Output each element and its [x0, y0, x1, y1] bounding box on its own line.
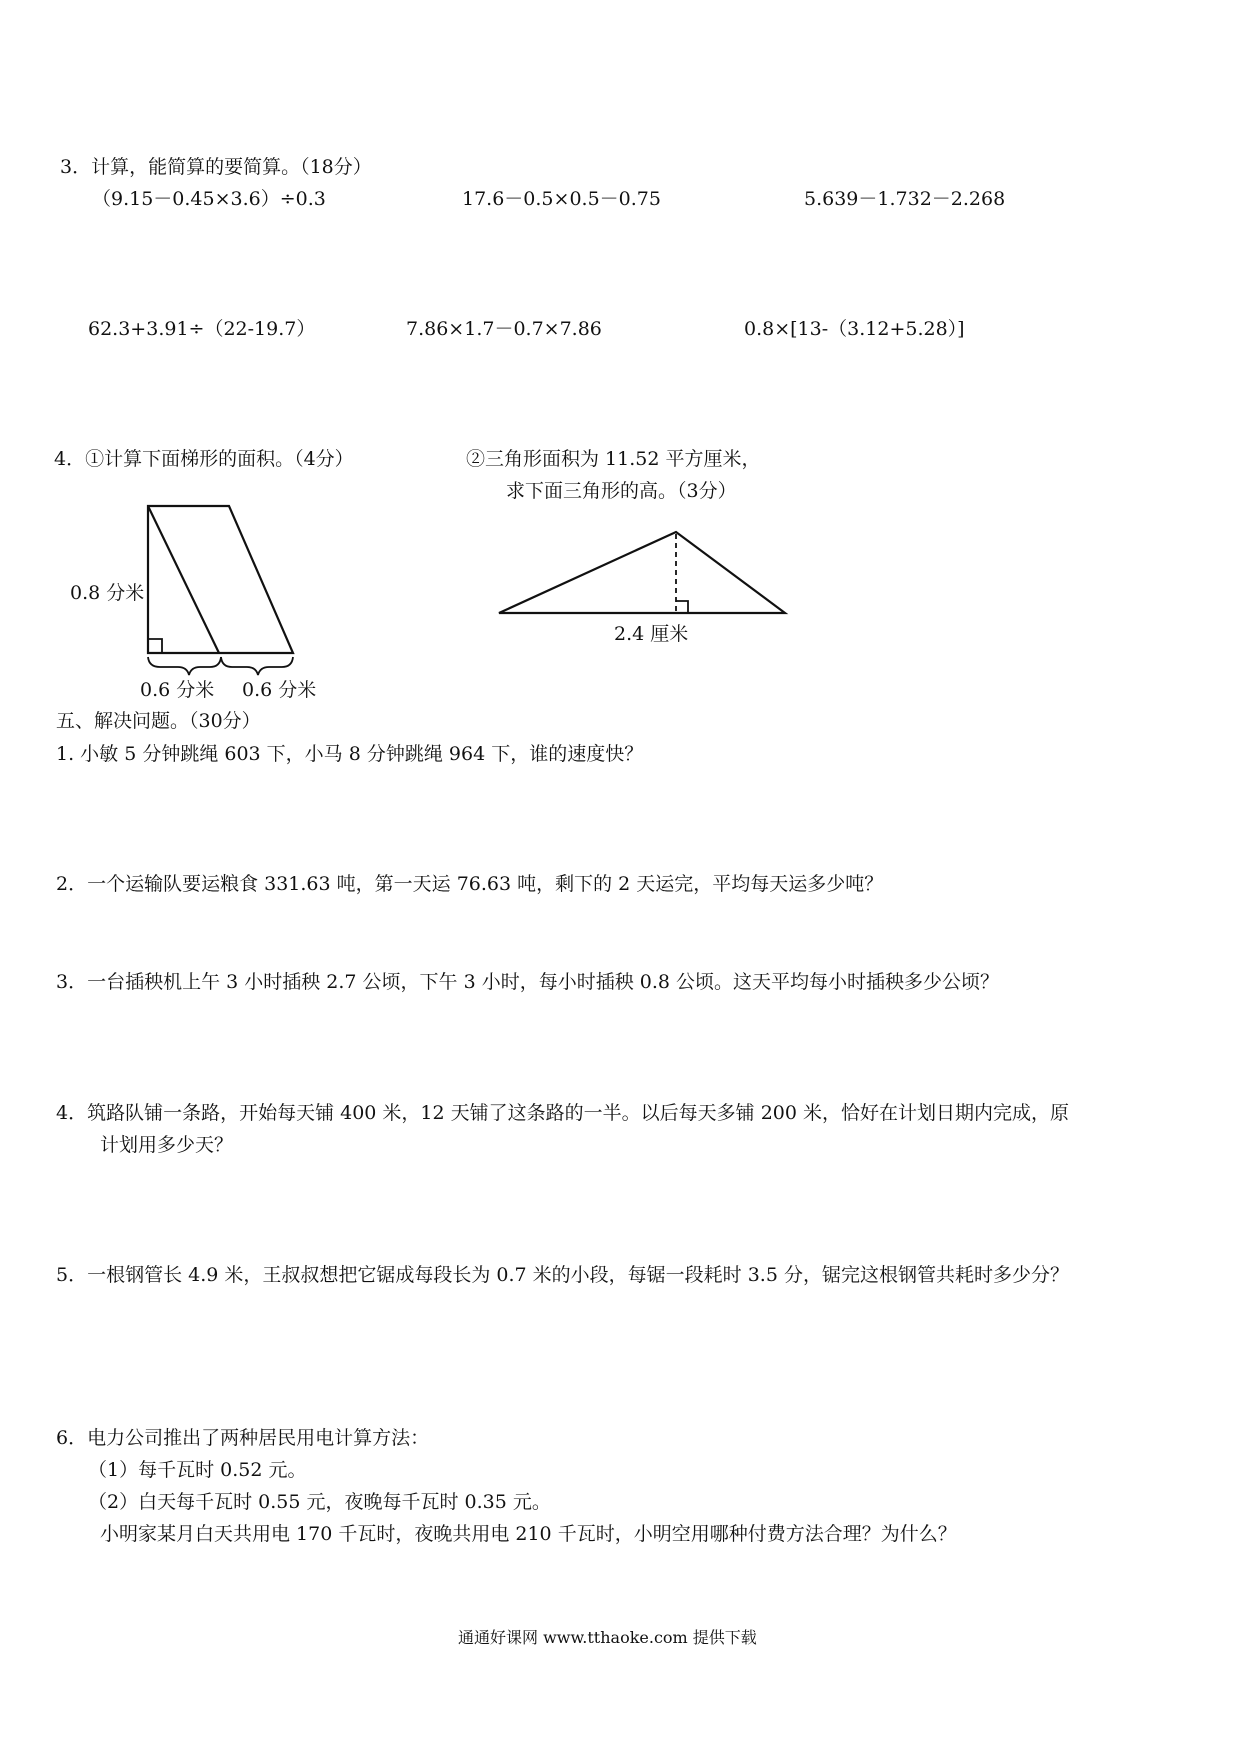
- problem-6-question: 小明家某月白天共用电 170 千瓦时，夜晚共用电 210 千瓦时，小明空用哪种付费方法合理？为什么？: [100, 1523, 957, 1545]
- trapezoid-height-label: 0.8 分米: [70, 582, 145, 604]
- triangle-shape: [499, 532, 785, 613]
- trapezoid-base-right-label: 0.6 分米: [242, 679, 317, 701]
- triangle-right-angle-marker: [676, 601, 688, 613]
- footer-text: 通通好课网 www.tthaoke.com 提供下载: [458, 1628, 757, 1647]
- trapezoid-diagonal: [148, 506, 219, 653]
- problem-6: 6．电力公司推出了两种居民用电计算方法：: [56, 1427, 430, 1449]
- problem-6-option-1: （1）每千瓦时 0.52 元。: [88, 1459, 307, 1481]
- problem-4-line1: 4．筑路队铺一条路，开始每天铺 400 米，12 天铺了这条路的一半。以后每天多铺 200 米，恰好在计划日期内完成，原: [56, 1102, 1069, 1124]
- problem-6-option-2: （2）白天每千瓦时 0.55 元，夜晚每千瓦时 0.35 元。: [88, 1491, 551, 1513]
- trapezoid-shape: [148, 506, 293, 653]
- problem-4-line2: 计划用多少天？: [100, 1134, 234, 1156]
- section5-heading: 五、解决问题。（30分）: [56, 710, 261, 732]
- q3-expr-6: 0.8×[13-（3.12+5.28）]: [744, 318, 965, 340]
- problem-3: 3．一台插秧机上午 3 小时插秧 2.7 公顷，下午 3 小时，每小时插秧 0.8 公顷。这天平均每小时插秧多少公顷？: [56, 971, 1000, 993]
- right-angle-marker: [148, 639, 162, 653]
- q3-heading: 3．计算，能简算的要简算。（18分）: [60, 156, 372, 178]
- q3-expr-1: （9.15－0.45×3.6）÷0.3: [92, 188, 326, 210]
- q3-expr-5: 7.86×1.7－0.7×7.86: [406, 318, 602, 340]
- problem-2: 2．一个运输队要运粮食 331.63 吨，第一天运 76.63 吨，剩下的 2 天运完，平均每天运多少吨？: [56, 873, 884, 895]
- q3-expr-4: 62.3+3.91÷（22-19.7）: [88, 318, 316, 340]
- trapezoid-base-left-label: 0.6 分米: [140, 679, 215, 701]
- q4-part1: 4．①计算下面梯形的面积。（4分）: [54, 448, 354, 470]
- q4-part2-line1: ②三角形面积为 11.52 平方厘米，: [466, 448, 761, 470]
- brace-right: [221, 657, 293, 675]
- brace-left: [148, 657, 221, 675]
- q3-expr-2: 17.6－0.5×0.5－0.75: [462, 188, 661, 210]
- q3-expr-3: 5.639－1.732－2.268: [804, 188, 1006, 210]
- q4-part2-line2: 求下面三角形的高。（3分）: [506, 480, 737, 502]
- problem-5: 5．一根钢管长 4.9 米，王叔叔想把它锯成每段长为 0.7 米的小段，每锯一段耗时 3.5 分，锯完这根钢管共耗时多少分？: [56, 1264, 1069, 1286]
- triangle-base-label: 2.4 厘米: [614, 623, 689, 645]
- problem-1: 1. 小敏 5 分钟跳绳 603 下，小马 8 分钟跳绳 964 下，谁的速度快？: [56, 743, 644, 765]
